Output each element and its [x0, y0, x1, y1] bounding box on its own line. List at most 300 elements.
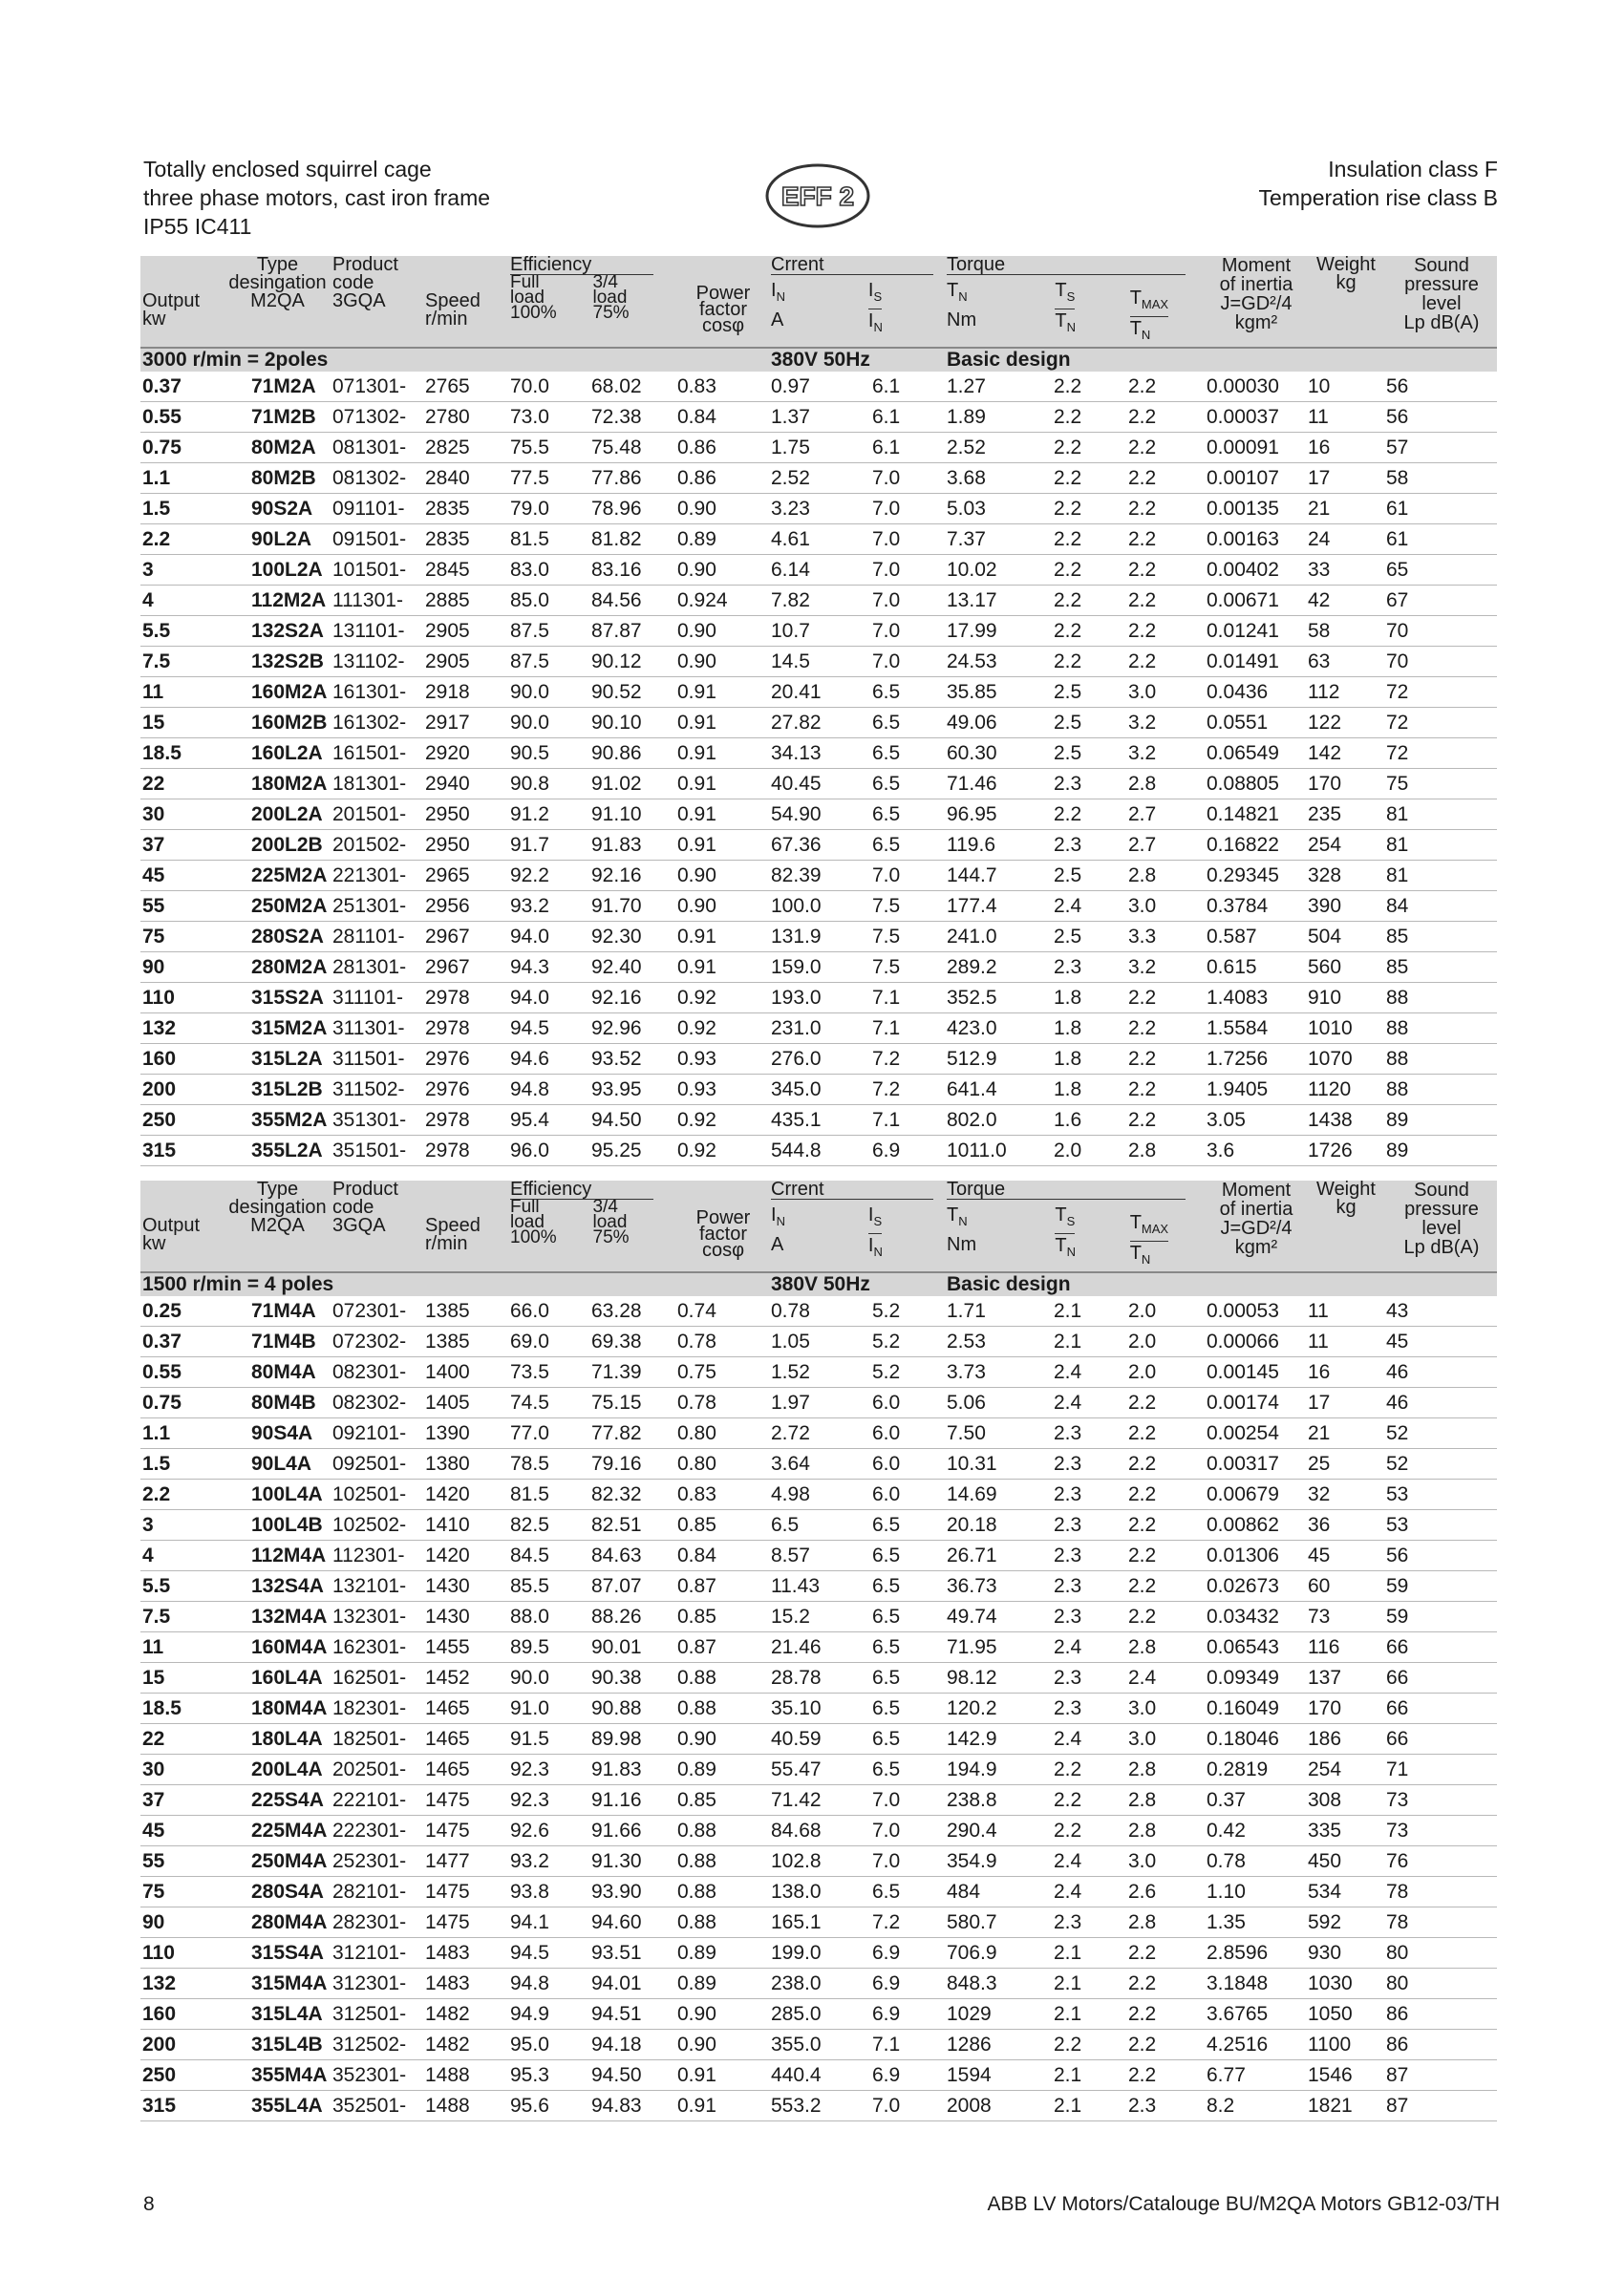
current-in-sub: N [776, 289, 785, 304]
table-cell: 66 [1384, 1724, 1497, 1755]
table-cell: 160M2A [223, 677, 331, 708]
table-cell: 186 [1306, 1724, 1384, 1755]
table-cell: 0.75 [140, 433, 223, 463]
col-current [769, 256, 945, 348]
header-right [1258, 155, 1498, 212]
col-type-label2: desingation [228, 272, 327, 293]
table-cell: 250M2A [223, 891, 331, 922]
table-cell: 7.0 [870, 463, 945, 494]
table-cell: 6.1 [870, 402, 945, 433]
table-cell: 53 [1384, 1510, 1497, 1541]
table-cell: 85.5 [508, 1571, 589, 1602]
table-cell: 30 [140, 799, 223, 830]
table-cell: 071302- [331, 402, 423, 433]
table-cell: 2.2 [1126, 1541, 1205, 1571]
current-is [867, 1204, 883, 1228]
table-cell: 56 [1384, 1541, 1497, 1571]
table-cell: 80M2A [223, 433, 331, 463]
table-cell: 7.0 [870, 1785, 945, 1816]
table-cell: 0.91 [675, 708, 769, 738]
table-cell: 2840 [423, 463, 508, 494]
table-cell: 33 [1306, 555, 1384, 586]
table-cell: 082301- [331, 1357, 423, 1388]
table-cell: 2.2 [1052, 433, 1126, 463]
table-row [140, 1602, 1497, 1632]
table-row [140, 1541, 1497, 1571]
table-cell: 160L2A [223, 738, 331, 769]
table-row [140, 708, 1497, 738]
torque-ts-den-sub: N [1066, 1245, 1076, 1259]
table-cell: 85 [1384, 952, 1497, 983]
table-cell: 2780 [423, 402, 508, 433]
table-cell: 6.5 [870, 738, 945, 769]
table-row [140, 1510, 1497, 1541]
table-cell: 6.5 [870, 1877, 945, 1907]
table-cell: 504 [1306, 922, 1384, 952]
table-cell: 2.2 [1052, 372, 1126, 402]
table-cell: 89.98 [589, 1724, 675, 1755]
weight-label: Weight [1316, 1181, 1376, 1200]
table-row [140, 1296, 1497, 1327]
table-cell: 0.01306 [1205, 1541, 1306, 1571]
table-cell: 2.1 [1052, 1969, 1126, 1999]
table-cell: 285.0 [769, 1999, 870, 2030]
table-cell: 0.00163 [1205, 524, 1306, 555]
table-cell: 21 [1306, 494, 1384, 524]
table-cell: 112M2A [223, 586, 331, 616]
table-cell: 45 [1306, 1541, 1384, 1571]
table-cell: 335 [1306, 1816, 1384, 1846]
table-cell: 7.5 [140, 647, 223, 677]
table-cell: 0.06543 [1205, 1632, 1306, 1663]
table-cell: 5.2 [870, 1296, 945, 1327]
table-cell: 2.8 [1126, 1136, 1205, 1166]
table-cell: 2.2 [1126, 1388, 1205, 1418]
table-cell: 2.3 [1052, 1510, 1126, 1541]
table-cell: 1455 [423, 1632, 508, 1663]
spec-table-4pole [140, 1181, 1497, 2121]
table-cell: 22 [140, 1724, 223, 1755]
table-cell: 311502- [331, 1075, 423, 1105]
table-cell: 6.5 [870, 1663, 945, 1694]
eff-full2: load [510, 1212, 545, 1232]
table-cell: 7.0 [870, 647, 945, 677]
table-cell: 1438 [1306, 1105, 1384, 1136]
table-cell: 0.89 [675, 1755, 769, 1785]
table-cell: 75.48 [589, 433, 675, 463]
table-cell: 0.78 [675, 1388, 769, 1418]
table-cell: 112M4A [223, 1541, 331, 1571]
table-cell: 241.0 [945, 922, 1052, 952]
table-cell: 081302- [331, 463, 423, 494]
table-row [140, 769, 1497, 799]
table-cell: 553.2 [769, 2091, 870, 2121]
table-cell: 82.5 [508, 1510, 589, 1541]
table-cell: 280S2A [223, 922, 331, 952]
table-cell: 0.78 [675, 1327, 769, 1357]
eff-34b: load [592, 1212, 628, 1232]
table-cell: 0.75 [140, 1388, 223, 1418]
table-cell: 73.0 [508, 402, 589, 433]
table-cell: 0.83 [675, 1480, 769, 1510]
table-row [140, 1044, 1497, 1075]
col-type [223, 256, 331, 348]
table-cell: 3.3 [1126, 922, 1205, 952]
table-cell: 6.1 [870, 433, 945, 463]
table-cell: 0.92 [675, 1136, 769, 1166]
table-cell: 2.4 [1052, 1877, 1126, 1907]
table-cell: 2.8 [1126, 1816, 1205, 1846]
table-cell: 2.72 [769, 1418, 870, 1449]
table-cell: 1420 [423, 1480, 508, 1510]
table-cell: 71M2A [223, 372, 331, 402]
table-cell: 2.7 [1126, 830, 1205, 861]
torque-ts-den-sym: T [1055, 1235, 1067, 1256]
table-cell: 0.00402 [1205, 555, 1306, 586]
table-cell: 162301- [331, 1632, 423, 1663]
table-cell: 16 [1306, 433, 1384, 463]
col-type-label3: M2QA [250, 290, 305, 311]
table-cell: 94.9 [508, 1999, 589, 2030]
table-cell: 72.38 [589, 402, 675, 433]
table-cell: 7.0 [870, 1816, 945, 1846]
table-cell: 2.3 [1052, 830, 1126, 861]
table-cell: 2.4 [1052, 1388, 1126, 1418]
table-cell: 73 [1384, 1785, 1497, 1816]
table-cell: 2.2 [1126, 1044, 1205, 1075]
table-cell: 56 [1384, 372, 1497, 402]
table-cell: 122 [1306, 708, 1384, 738]
table-cell: 58 [1384, 463, 1497, 494]
table-cell: 0.01491 [1205, 647, 1306, 677]
table-cell: 254 [1306, 1755, 1384, 1785]
torque-tn-sub: N [958, 289, 968, 304]
table-cell: 484 [945, 1877, 1052, 1907]
table-cell: 37 [140, 830, 223, 861]
table-cell: 100L4A [223, 1480, 331, 1510]
table-cell: 0.00862 [1205, 1510, 1306, 1541]
table-cell: 2.2 [1126, 1013, 1205, 1044]
table-cell: 45 [140, 861, 223, 891]
table-cell: 2.8 [1126, 861, 1205, 891]
table-cell: 0.0551 [1205, 708, 1306, 738]
table-cell: 2.2 [1126, 494, 1205, 524]
table-cell: 71M4B [223, 1327, 331, 1357]
table-cell: 5.2 [870, 1327, 945, 1357]
table-cell: 132 [140, 1969, 223, 1999]
table-cell: 2.2 [1126, 555, 1205, 586]
table-cell: 1420 [423, 1541, 508, 1571]
table-cell: 80 [1384, 1938, 1497, 1969]
sound-label2: pressure [1404, 274, 1479, 295]
table-cell: 75.15 [589, 1388, 675, 1418]
table-cell: 58 [1306, 616, 1384, 647]
table-cell: 6.77 [1205, 2060, 1306, 2091]
table-cell: 0.92 [675, 983, 769, 1013]
table-cell: 2835 [423, 494, 508, 524]
sound-label3: level [1421, 1218, 1462, 1239]
torque-unit: Nm [947, 309, 977, 330]
eff-full: Full [510, 275, 540, 292]
pf-label: Power [695, 1206, 751, 1228]
table-cell: 0.87 [675, 1571, 769, 1602]
table-cell: 95.6 [508, 2091, 589, 2121]
table-cell: 93.95 [589, 1075, 675, 1105]
col-torque [945, 256, 1205, 348]
current-is-sym: I [867, 280, 874, 301]
table-row [140, 1663, 1497, 1694]
table-cell: 0.80 [675, 1449, 769, 1480]
col-type-label3: M2QA [250, 1215, 305, 1236]
col-moment [1205, 256, 1306, 348]
pf-label2: factor [698, 1223, 748, 1245]
table-cell: 67 [1384, 586, 1497, 616]
table-cell: 88.26 [589, 1602, 675, 1632]
table-cell: 282301- [331, 1907, 423, 1938]
table-cell: 93.2 [508, 891, 589, 922]
table-cell: 0.84 [675, 402, 769, 433]
table-cell: 100.0 [769, 891, 870, 922]
table-cell: 7.1 [870, 1105, 945, 1136]
table-cell: 83.16 [589, 555, 675, 586]
table-cell: 131101- [331, 616, 423, 647]
table-cell: 2920 [423, 738, 508, 769]
table-cell: 131102- [331, 647, 423, 677]
table-cell: 11 [140, 1632, 223, 1663]
col-speed-unit: r/min [425, 309, 468, 330]
table-cell: 1488 [423, 2060, 508, 2091]
table-cell: 2.3 [1126, 2091, 1205, 2121]
table-cell: 7.0 [870, 1846, 945, 1877]
moment-label: Moment [1221, 256, 1292, 276]
table-cell: 84.5 [508, 1541, 589, 1571]
table-cell: 0.93 [675, 1044, 769, 1075]
table-cell: 36 [1306, 1510, 1384, 1541]
table-cell: 34.13 [769, 738, 870, 769]
table-cell: 94.83 [589, 2091, 675, 2121]
moment-label2: of inertia [1219, 1199, 1293, 1220]
torque-tn-sym: T [947, 1204, 959, 1225]
table-cell: 3.0 [1126, 1724, 1205, 1755]
moment-label4: kgm² [1234, 312, 1278, 333]
table-cell: 072302- [331, 1327, 423, 1357]
table-cell: 3.2 [1126, 738, 1205, 769]
table-cell: 2.2 [1126, 524, 1205, 555]
table-cell: 0.00145 [1205, 1357, 1306, 1388]
table-cell: 706.9 [945, 1938, 1052, 1969]
table-cell: 80M2B [223, 463, 331, 494]
table-cell: 0.88 [675, 1907, 769, 1938]
table-cell: 1475 [423, 1816, 508, 1846]
table-cell: 225S4A [223, 1785, 331, 1816]
table-cell: 6.5 [870, 1510, 945, 1541]
table-row [140, 1755, 1497, 1785]
table-cell: 0.06549 [1205, 738, 1306, 769]
col-type-label: Type [256, 1181, 299, 1200]
table-cell: 3.0 [1126, 891, 1205, 922]
table-cell: 0.85 [675, 1602, 769, 1632]
weight-unit: kg [1336, 272, 1357, 293]
table-cell: 71M4A [223, 1296, 331, 1327]
table-cell: 77.0 [508, 1418, 589, 1449]
table-cell: 94.01 [589, 1969, 675, 1999]
table-cell: 177.4 [945, 891, 1052, 922]
table-cell: 1.8 [1052, 1075, 1126, 1105]
table-row [140, 1969, 1497, 1999]
table-cell: 93.8 [508, 1877, 589, 1907]
table-cell: 90S2A [223, 494, 331, 524]
table-cell: 43 [1384, 1296, 1497, 1327]
table-cell: 66.0 [508, 1296, 589, 1327]
table-row [140, 891, 1497, 922]
table-cell: 092101- [331, 1418, 423, 1449]
table-cell: 580.7 [945, 1907, 1052, 1938]
table-cell: 0.00037 [1205, 402, 1306, 433]
table-cell: 92.96 [589, 1013, 675, 1044]
table-cell: 315L2B [223, 1075, 331, 1105]
torque-tmax-den [1129, 318, 1151, 342]
table-cell: 72 [1384, 708, 1497, 738]
table-cell: 6.5 [870, 708, 945, 738]
table-cell: 2940 [423, 769, 508, 799]
table-cell: 10 [1306, 372, 1384, 402]
table-cell: 132301- [331, 1602, 423, 1632]
table-cell: 0.74 [675, 1296, 769, 1327]
table-cell: 160 [140, 1044, 223, 1075]
table-cell: 87.5 [508, 616, 589, 647]
sound-label3: level [1421, 293, 1462, 314]
table-cell: 80M4A [223, 1357, 331, 1388]
table-cell: 0.90 [675, 1724, 769, 1755]
table-cell: 90.10 [589, 708, 675, 738]
table-cell: 7.82 [769, 586, 870, 616]
torque-tmax-sub: MAX [1141, 297, 1169, 311]
table-cell: 200L2B [223, 830, 331, 861]
table-cell: 225M4A [223, 1816, 331, 1846]
table-cell: 170 [1306, 769, 1384, 799]
table-cell: 36.73 [945, 1571, 1052, 1602]
table-row [140, 1816, 1497, 1846]
table-cell: 180L4A [223, 1724, 331, 1755]
section-row [140, 1272, 1497, 1296]
table-row [140, 1105, 1497, 1136]
weight-unit: kg [1336, 1197, 1357, 1218]
table-cell: 1.52 [769, 1357, 870, 1388]
table-row [140, 677, 1497, 708]
table-cell: 0.02673 [1205, 1571, 1306, 1602]
table-cell: 6.5 [870, 799, 945, 830]
table-cell: 802.0 [945, 1105, 1052, 1136]
table-cell: 1483 [423, 1938, 508, 1969]
table-cell: 2.2 [1126, 2060, 1205, 2091]
table-cell: 71.42 [769, 1785, 870, 1816]
table-cell: 351501- [331, 1136, 423, 1166]
col-product [331, 1181, 423, 1272]
table-cell: 1385 [423, 1296, 508, 1327]
table-cell: 315 [140, 1136, 223, 1166]
table-cell: 11 [1306, 1327, 1384, 1357]
table-cell: 70.0 [508, 372, 589, 402]
current-is-sub: S [873, 289, 883, 304]
table-cell: 315L2A [223, 1044, 331, 1075]
table-row [140, 1480, 1497, 1510]
table-cell: 91.83 [589, 830, 675, 861]
table-cell: 78.5 [508, 1449, 589, 1480]
table-cell: 2905 [423, 647, 508, 677]
table-cell: 1488 [423, 2091, 508, 2121]
table-cell: 2.2 [1052, 647, 1126, 677]
current-is-sub: S [873, 1214, 883, 1228]
table-cell: 45 [1384, 1327, 1497, 1357]
current-in [771, 280, 785, 304]
table-cell: 0.00107 [1205, 463, 1306, 494]
table-cell: 2.2 [1126, 616, 1205, 647]
table-cell: 238.0 [769, 1969, 870, 1999]
table-cell: 95.25 [589, 1136, 675, 1166]
eff-full3: 100% [510, 1227, 557, 1246]
torque-ts-sym: T [1055, 1204, 1067, 1225]
table-cell: 63 [1306, 647, 1384, 677]
table-cell: 78.96 [589, 494, 675, 524]
table-cell: 75 [1384, 769, 1497, 799]
table-cell: 91.30 [589, 1846, 675, 1877]
table-cell: 2.4 [1052, 1632, 1126, 1663]
table-cell: 355.0 [769, 2030, 870, 2060]
table-cell: 0.88 [675, 1877, 769, 1907]
header-line: Totally enclosed squirrel cage [143, 157, 432, 181]
table-cell: 2.2 [1052, 616, 1126, 647]
table-cell: 071301- [331, 372, 423, 402]
table-cell: 142 [1306, 738, 1384, 769]
sound-label: Sound [1414, 256, 1469, 276]
table-cell: 84 [1384, 891, 1497, 922]
table-cell: 18.5 [140, 1694, 223, 1724]
table-cell: 0.90 [675, 861, 769, 891]
torque-tmax-den [1129, 1243, 1151, 1267]
table-cell: 2.2 [1126, 1938, 1205, 1969]
table-cell: 390 [1306, 891, 1384, 922]
table-cell: 5.06 [945, 1388, 1052, 1418]
table-cell: 20.18 [945, 1510, 1052, 1541]
table-cell: 2825 [423, 433, 508, 463]
table-cell: 72 [1384, 738, 1497, 769]
pf-label2: factor [698, 298, 748, 320]
table-cell: 238.8 [945, 1785, 1052, 1816]
table-cell: 6.14 [769, 555, 870, 586]
table-cell: 1.1 [140, 463, 223, 494]
table-cell: 560 [1306, 952, 1384, 983]
table-cell: 315M2A [223, 1013, 331, 1044]
table-cell: 16 [1306, 1357, 1384, 1388]
table-cell: 2.2 [1126, 586, 1205, 616]
torque-tn [947, 1204, 968, 1228]
table-cell: 2905 [423, 616, 508, 647]
table-row [140, 402, 1497, 433]
eff-full2: load [510, 288, 545, 308]
table-cell: 282101- [331, 1877, 423, 1907]
table-cell: 0.29345 [1205, 861, 1306, 891]
current-in-sub: N [776, 1214, 785, 1228]
table-cell: 202501- [331, 1755, 423, 1785]
table-row [140, 2030, 1497, 2060]
col-efficiency [508, 256, 675, 348]
table-cell: 2.0 [1126, 1327, 1205, 1357]
page-number: 8 [143, 2193, 155, 2215]
table-cell: 20.41 [769, 677, 870, 708]
table-cell: 1286 [945, 2030, 1052, 2060]
table-cell: 0.91 [675, 2060, 769, 2091]
table-cell: 21 [1306, 1418, 1384, 1449]
